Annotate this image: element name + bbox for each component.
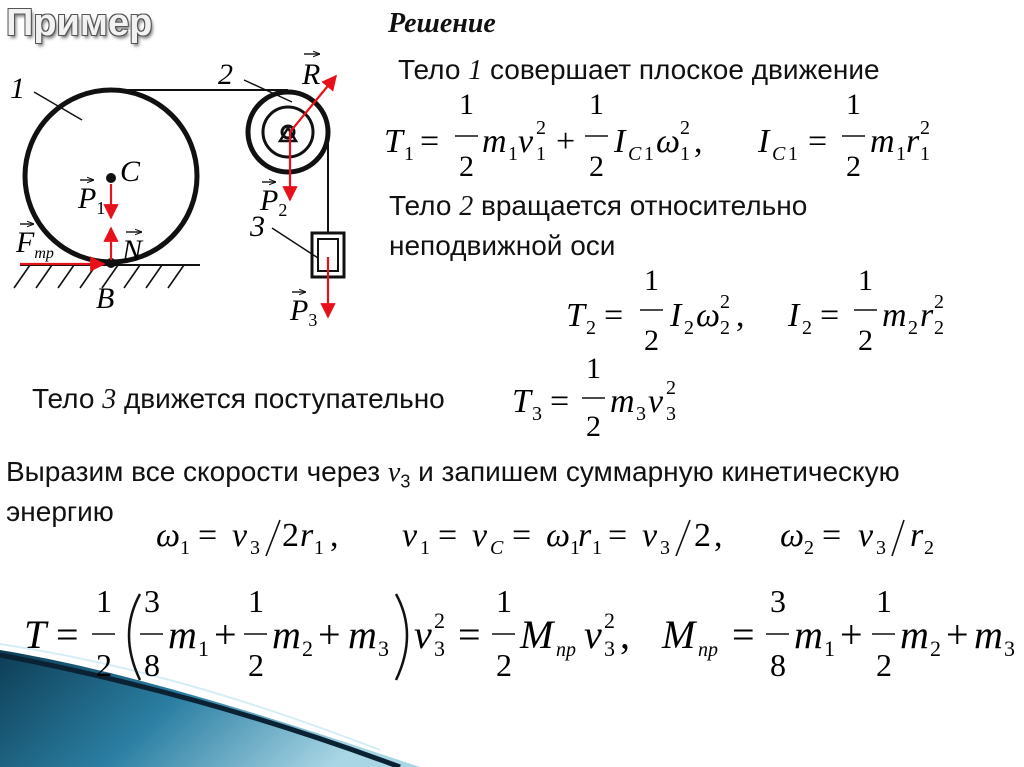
body3-number: 3: [102, 384, 117, 415]
svg-text:+: +: [318, 612, 341, 657]
svg-text:1: 1: [858, 264, 873, 297]
svg-text:m: m: [870, 123, 895, 160]
formula-velocities: [156, 517, 934, 559]
svg-text:1: 1: [459, 88, 474, 121]
svg-text:2: 2: [644, 324, 659, 357]
express-v-sub: 3: [400, 471, 411, 492]
formula-total-t: [24, 583, 630, 683]
svg-text:,: ,: [694, 123, 703, 160]
svg-text:v: v: [642, 517, 658, 554]
svg-text:2: 2: [876, 647, 892, 683]
svg-text:2: 2: [920, 117, 930, 139]
svg-text:1: 1: [896, 143, 906, 165]
svg-text:3: 3: [604, 636, 615, 661]
svg-text:3: 3: [434, 636, 445, 661]
svg-text:пр: пр: [556, 639, 576, 661]
svg-text:r: r: [906, 123, 920, 160]
label-p3: $P_3$: [290, 294, 318, 330]
svg-text:1: 1: [420, 537, 430, 559]
body1-prefix: Тело: [398, 54, 469, 85]
svg-text:v: v: [414, 612, 432, 657]
svg-text:2: 2: [302, 636, 313, 661]
express-statement-line2: энергию: [6, 496, 114, 527]
express-part-b: и запишем суммарную кинетическую: [410, 456, 900, 487]
svg-text:r: r: [578, 517, 592, 554]
svg-text:ω: ω: [656, 123, 681, 160]
svg-text:3: 3: [770, 583, 786, 619]
svg-text:=: =: [550, 383, 570, 420]
svg-text:2: 2: [720, 291, 730, 313]
svg-text:=: =: [820, 297, 840, 334]
svg-text:1: 1: [589, 88, 604, 121]
body2-statement-line2: неподвижной оси: [389, 230, 616, 261]
svg-text:2: 2: [934, 317, 944, 339]
svg-text:2: 2: [858, 324, 873, 357]
svg-text:m: m: [482, 123, 507, 160]
svg-text:1: 1: [314, 537, 324, 559]
svg-text:C: C: [628, 143, 642, 165]
svg-text:v: v: [584, 612, 602, 657]
svg-text:m: m: [610, 383, 635, 420]
label-body3: 3: [250, 210, 265, 243]
svg-text:1: 1: [96, 583, 112, 619]
svg-text:m: m: [348, 612, 377, 657]
svg-text:C: C: [772, 143, 786, 165]
svg-text:3: 3: [532, 403, 542, 425]
svg-text:m: m: [900, 612, 929, 657]
svg-text:2: 2: [96, 647, 112, 683]
body1-rest: совершает плоское движение: [482, 54, 880, 85]
svg-text:1: 1: [198, 636, 209, 661]
svg-text:v: v: [518, 123, 534, 160]
svg-text:2: 2: [720, 317, 730, 339]
svg-text:2: 2: [680, 117, 690, 139]
svg-text:=: =: [732, 612, 755, 657]
svg-text:1: 1: [180, 537, 190, 559]
label-f-tr: $F_{тр}$: [16, 226, 54, 262]
svg-text:=: =: [458, 612, 481, 657]
svg-text:1: 1: [680, 143, 690, 165]
svg-text:2: 2: [434, 608, 445, 633]
body2-rest: вращается относительно: [473, 190, 808, 221]
svg-text:8: 8: [144, 647, 160, 683]
label-p1: $P_1$: [78, 182, 106, 218]
svg-text:I: I: [788, 297, 800, 334]
svg-text:ω: ω: [780, 517, 805, 554]
svg-text:T: T: [566, 297, 585, 334]
svg-text:=: =: [438, 517, 458, 554]
svg-text:v: v: [858, 517, 874, 554]
svg-text:2: 2: [684, 317, 694, 339]
svg-text:,: ,: [330, 517, 339, 554]
svg-text:r: r: [920, 297, 934, 334]
svg-text:=: =: [512, 517, 532, 554]
svg-text:1: 1: [592, 537, 602, 559]
label-r: R: [302, 58, 321, 91]
svg-text:m: m: [974, 612, 1003, 657]
svg-text:1: 1: [920, 143, 930, 165]
svg-text:v: v: [472, 517, 488, 554]
svg-text:1: 1: [536, 143, 546, 165]
svg-text:=: =: [608, 517, 628, 554]
label-c: C: [120, 155, 141, 188]
svg-text:=: =: [420, 123, 440, 160]
svg-text:2: 2: [924, 537, 934, 559]
svg-text:1: 1: [586, 352, 601, 385]
label-body2: 2: [218, 58, 233, 91]
svg-text:ω: ω: [546, 517, 571, 554]
svg-text:m: m: [168, 612, 197, 657]
svg-text:2: 2: [586, 317, 596, 339]
svg-text:3: 3: [144, 583, 160, 619]
svg-text:I: I: [670, 297, 682, 334]
svg-text:+: +: [556, 123, 576, 160]
svg-text:2: 2: [694, 517, 711, 554]
svg-text:ω: ω: [696, 297, 721, 334]
svg-text:2: 2: [802, 317, 812, 339]
svg-text:2: 2: [536, 117, 546, 139]
svg-text:1: 1: [570, 537, 580, 559]
svg-text:2: 2: [804, 537, 814, 559]
svg-text:8: 8: [770, 647, 786, 683]
formula-t3: [512, 352, 676, 443]
svg-text:+: +: [214, 612, 237, 657]
svg-text:,: ,: [620, 612, 630, 657]
solution-heading: Решение: [388, 8, 496, 39]
svg-text:1: 1: [248, 583, 264, 619]
svg-text:1: 1: [788, 143, 798, 165]
svg-text:+: +: [840, 612, 863, 657]
svg-text:2: 2: [248, 647, 264, 683]
svg-text:T: T: [512, 383, 531, 420]
svg-text:1: 1: [644, 143, 654, 165]
svg-text:1: 1: [824, 636, 835, 661]
svg-text:3: 3: [1004, 636, 1015, 661]
svg-text:=: =: [604, 297, 624, 334]
body2-number: 2: [459, 191, 474, 222]
svg-text:2: 2: [846, 150, 861, 183]
svg-text:v: v: [402, 517, 418, 554]
svg-text:1: 1: [644, 264, 659, 297]
svg-text:2: 2: [604, 608, 615, 633]
svg-text:I: I: [614, 123, 626, 160]
body2-prefix: Тело: [389, 190, 460, 221]
svg-text:3: 3: [876, 537, 886, 559]
svg-text:m: m: [882, 297, 907, 334]
body3-rest: движется поступательно: [116, 383, 445, 414]
svg-text:1: 1: [508, 143, 518, 165]
svg-text:M: M: [520, 612, 554, 657]
formula-t1: [384, 88, 703, 183]
slide-title: Пример: [6, 2, 153, 44]
svg-text:r: r: [300, 517, 314, 554]
svg-text:пр: пр: [698, 639, 718, 661]
svg-text:T: T: [384, 123, 403, 160]
svg-text:1: 1: [404, 143, 414, 165]
svg-text:M: M: [662, 612, 696, 657]
svg-text:2: 2: [586, 410, 601, 443]
formula-ic1: [757, 88, 930, 183]
svg-text:2: 2: [496, 647, 512, 683]
svg-text:=: =: [808, 123, 828, 160]
svg-text:=: =: [56, 612, 79, 657]
express-part-a: Выразим все скорости через: [6, 456, 388, 487]
svg-text:3: 3: [250, 537, 260, 559]
body3-prefix: Тело: [32, 383, 103, 414]
label-n: N: [122, 234, 143, 267]
svg-text:v: v: [232, 517, 248, 554]
svg-text:,: ,: [736, 297, 745, 334]
svg-text:=: =: [198, 517, 218, 554]
svg-text:T: T: [24, 612, 47, 657]
svg-text:I: I: [758, 123, 770, 160]
svg-text:3: 3: [636, 403, 646, 425]
formula-i2: [787, 264, 944, 357]
svg-text:3: 3: [660, 537, 670, 559]
svg-text:m: m: [794, 612, 823, 657]
svg-text:2: 2: [589, 150, 604, 183]
body1-number: 1: [468, 55, 483, 86]
svg-text:C: C: [490, 537, 504, 559]
svg-text:ω: ω: [156, 517, 181, 554]
svg-text:3: 3: [378, 636, 389, 661]
svg-text:r: r: [910, 517, 924, 554]
express-v: v: [387, 457, 401, 488]
label-b: B: [96, 282, 115, 315]
svg-text:1: 1: [876, 583, 892, 619]
svg-text:2: 2: [459, 150, 474, 183]
label-body1: 1: [10, 72, 25, 105]
formula-m-pr: [661, 583, 1015, 683]
svg-text:2: 2: [934, 291, 944, 313]
svg-text:,: ,: [714, 517, 723, 554]
svg-text:2: 2: [666, 377, 676, 399]
svg-text:3: 3: [666, 403, 676, 425]
label-p2: $P_2$: [260, 184, 288, 220]
svg-text:m: m: [272, 612, 301, 657]
svg-text:1: 1: [496, 583, 512, 619]
formula-t2: [566, 264, 745, 357]
svg-text:=: =: [822, 517, 842, 554]
svg-text:2: 2: [930, 636, 941, 661]
svg-text:2: 2: [282, 517, 299, 554]
svg-text:2: 2: [908, 317, 918, 339]
svg-text:1: 1: [846, 88, 861, 121]
svg-text:v: v: [648, 383, 664, 420]
svg-text:+: +: [946, 612, 969, 657]
